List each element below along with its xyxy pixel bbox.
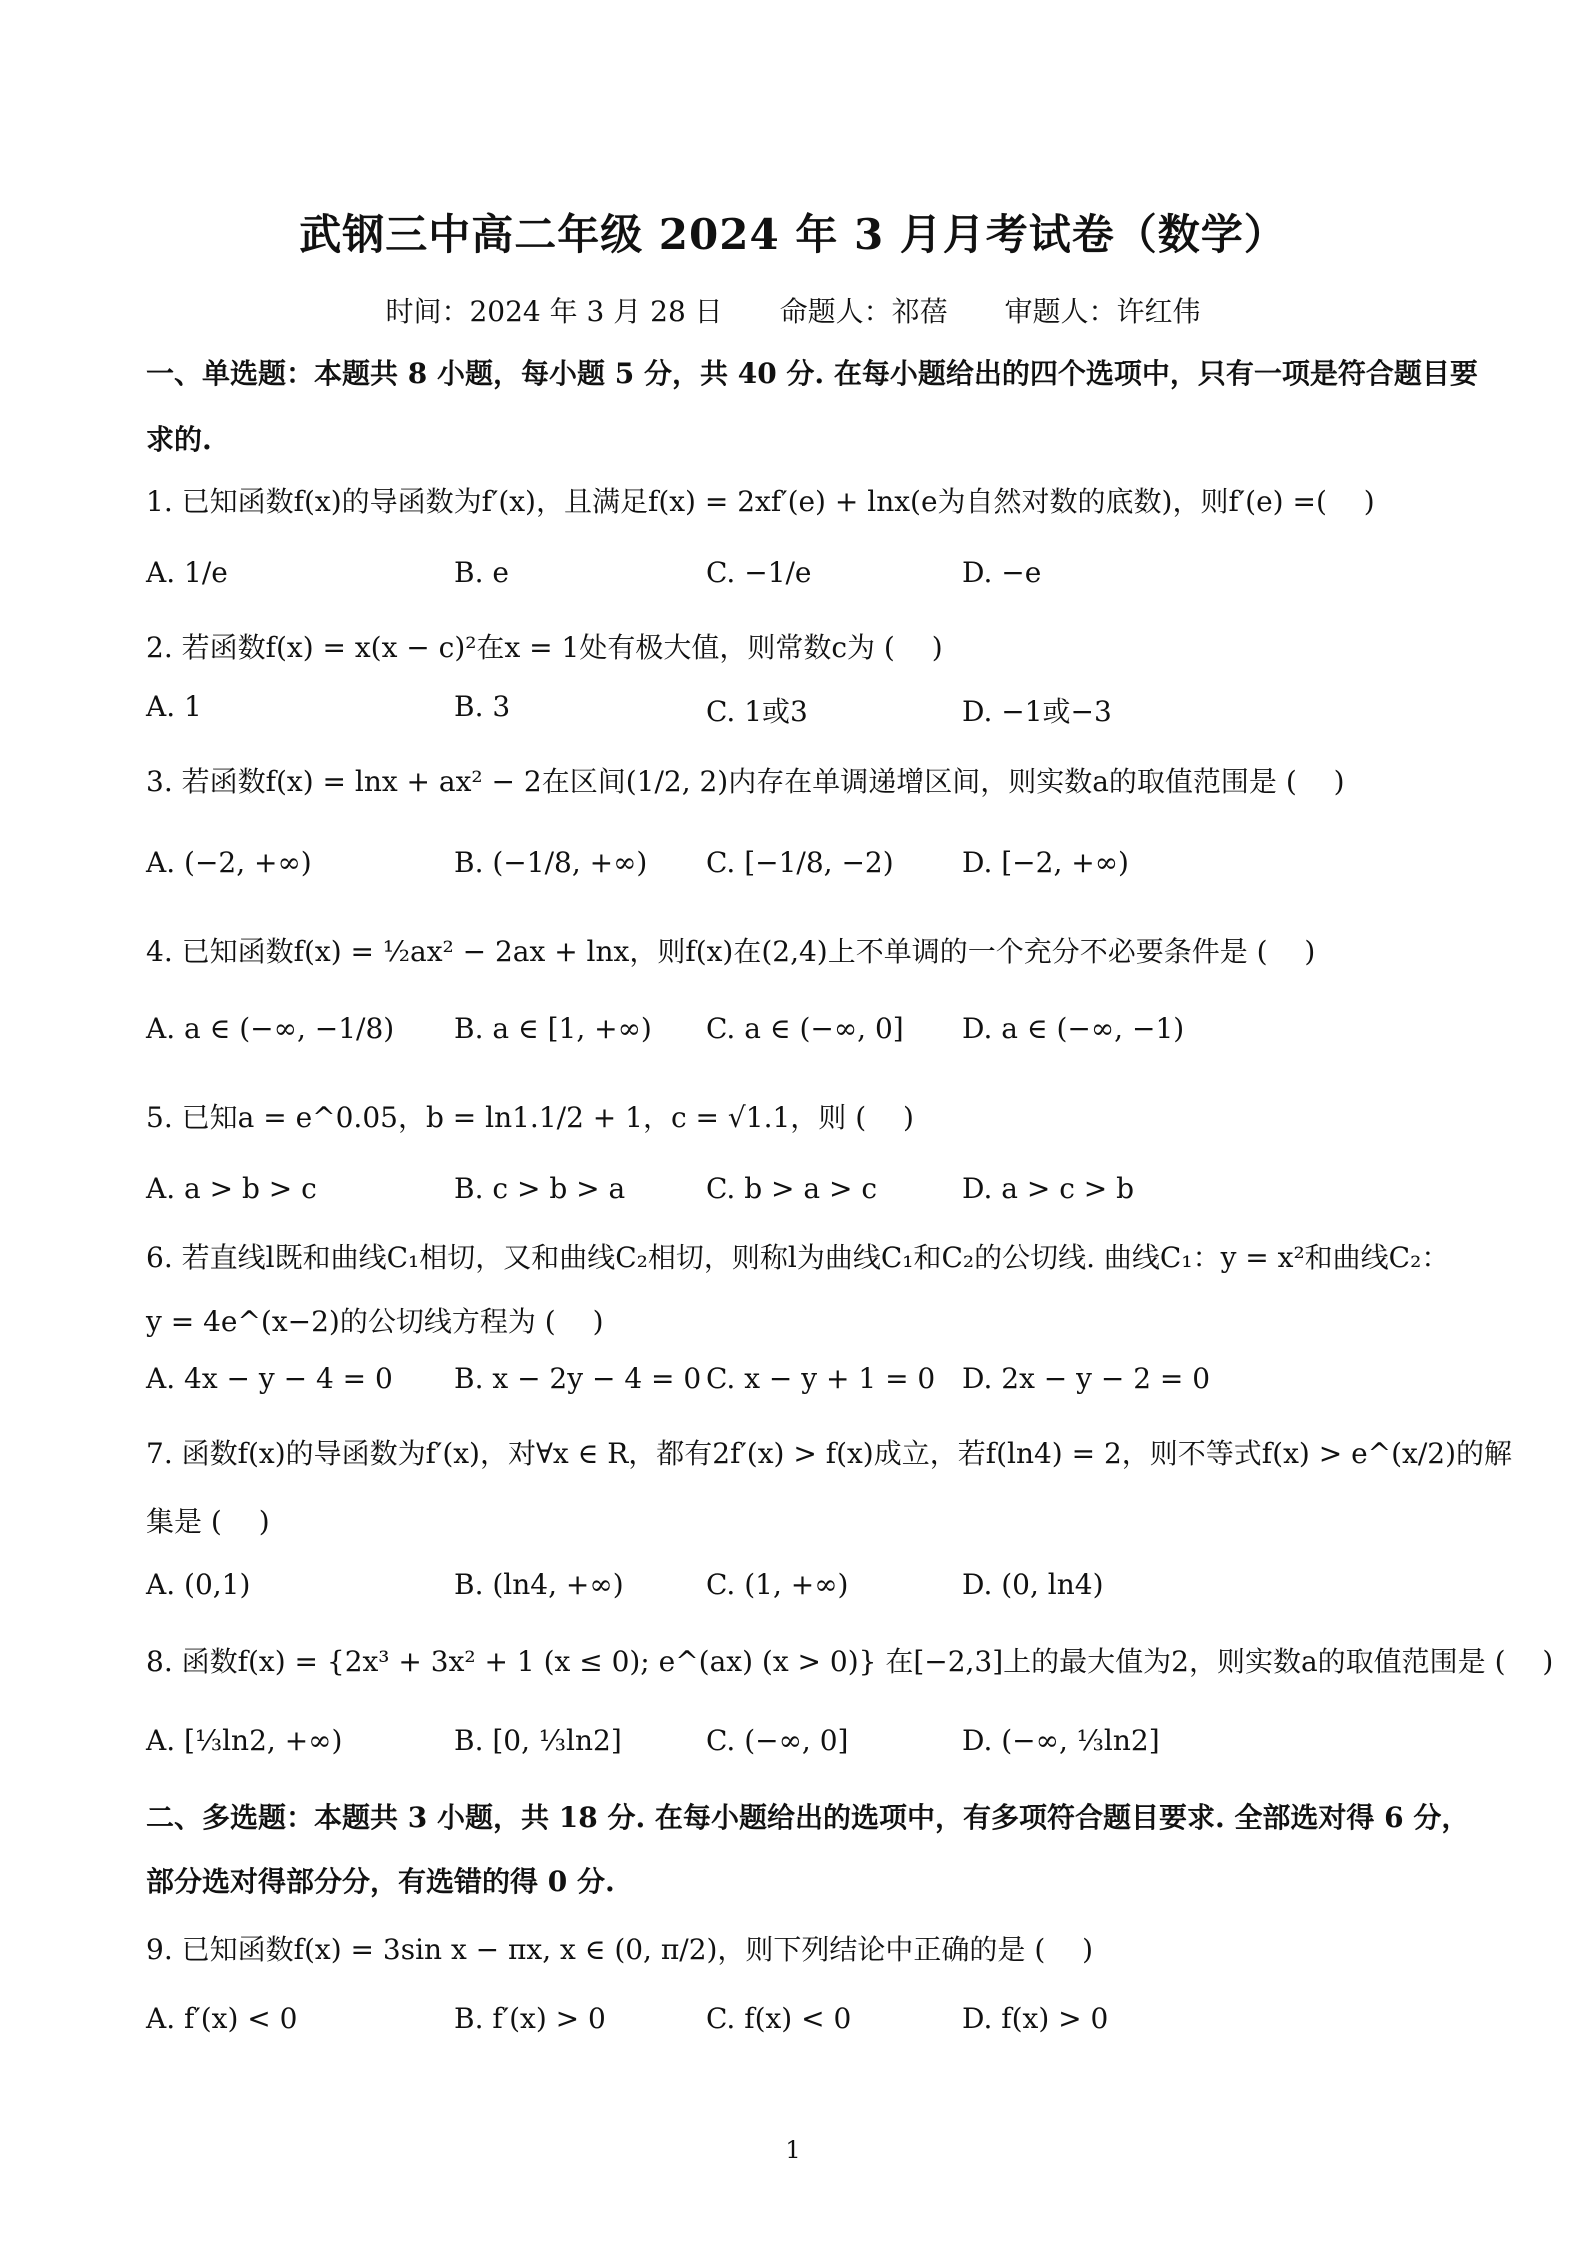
question-7-stem: 7. 函数f(x)的导函数为f′(x)，对∀x ∈ R，都有2f′(x) > f(x)成立，若f(ln4) = 2，则不等式f(x) > e^(x/2)的解	[146, 1437, 1512, 1470]
question-8-option-d: D. (−∞, ⅓ln2]	[962, 1724, 1160, 1757]
question-6-option-d: D. 2x − y − 2 = 0	[962, 1362, 1211, 1395]
question-4-option-a: A. a ∈ (−∞, −1/8)	[146, 1012, 395, 1045]
page-number: 1	[785, 2136, 801, 2164]
question-9-stem: 9. 已知函数f(x) = 3sin x − πx, x ∈ (0, π/2)，则下列结论中正确的是 ( )	[146, 1933, 1094, 1966]
question-7-stem-cont: 集是 ( )	[146, 1505, 270, 1538]
section1-heading-cont: 求的.	[146, 423, 212, 456]
question-3-option-b: B. (−1/8, +∞)	[454, 846, 648, 879]
question-7-option-d: D. (0, ln4)	[962, 1568, 1104, 1601]
exam-meta	[0, 290, 1586, 330]
question-9-option-b: B. f′(x) > 0	[454, 2002, 606, 2035]
question-1-stem: 1. 已知函数f(x)的导函数为f′(x)，且满足f(x) = 2xf′(e) + lnx(e为自然对数的底数)，则f′(e) =( )	[146, 485, 1375, 518]
exam-reviewer: 审题人：许红伟	[1004, 295, 1201, 328]
question-9-option-a: A. f′(x) < 0	[146, 2002, 298, 2035]
question-1-option-d: D. −e	[962, 556, 1042, 589]
question-5-option-d: D. a > c > b	[962, 1172, 1135, 1205]
exam-time: 时间：2024 年 3 月 28 日	[385, 295, 723, 328]
question-2-option-c: C. 1或3	[706, 695, 808, 728]
question-4-option-b: B. a ∈ [1, +∞)	[454, 1012, 652, 1045]
question-2-option-b: B. 3	[454, 690, 511, 723]
question-2-stem: 2. 若函数f(x) = x(x − c)²在x = 1处有极大值，则常数c为 ( )	[146, 631, 943, 664]
question-3-option-d: D. [−2, +∞)	[962, 846, 1129, 879]
question-6-option-a: A. 4x − y − 4 = 0	[146, 1362, 393, 1395]
question-7-option-c: C. (1, +∞)	[706, 1568, 849, 1601]
section2-heading-cont: 部分选对得部分分，有选错的得 0 分.	[146, 1865, 615, 1898]
question-7-option-a: A. (0,1)	[146, 1568, 251, 1601]
question-5-option-b: B. c > b > a	[454, 1172, 626, 1205]
exam-title: 武钢三中高二年级 2024 年 3 月月考试卷（数学）	[299, 210, 1287, 259]
question-3-option-c: C. [−1/8, −2)	[706, 846, 894, 879]
question-6-option-c: C. x − y + 1 = 0	[706, 1362, 936, 1395]
question-9-option-c: C. f(x) < 0	[706, 2002, 852, 2035]
section2-heading: 二、多选题：本题共 3 小题，共 18 分. 在每小题给出的选项中，有多项符合题目要求. 全部选对得 6 分，	[146, 1801, 1470, 1834]
question-8-option-c: C. (−∞, 0]	[706, 1724, 849, 1757]
question-1-option-a: A. 1/e	[146, 556, 228, 589]
question-8-option-a: A. [⅓ln2, +∞)	[146, 1724, 343, 1757]
question-2-option-a: A. 1	[146, 690, 202, 723]
question-4-stem: 4. 已知函数f(x) = ½ax² − 2ax + lnx，则f(x)在(2,4)上不单调的一个充分不必要条件是 ( )	[146, 935, 1316, 968]
question-3-stem: 3. 若函数f(x) = lnx + ax² − 2在区间(1/2, 2)内存在单调递增区间，则实数a的取值范围是 ( )	[146, 765, 1345, 798]
question-6-stem-cont: y = 4e^(x−2)的公切线方程为 ( )	[146, 1305, 604, 1338]
exam-author: 命题人：祁蓓	[779, 295, 948, 328]
question-5-option-a: A. a > b > c	[146, 1172, 317, 1205]
question-5-option-c: C. b > a > c	[706, 1172, 878, 1205]
question-6-stem: 6. 若直线l既和曲线C₁相切，又和曲线C₂相切，则称l为曲线C₁和C₂的公切线. 曲线C₁：y = x²和曲线C₂：	[146, 1241, 1450, 1274]
question-1-option-c: C. −1/e	[706, 556, 812, 589]
question-4-option-c: C. a ∈ (−∞, 0]	[706, 1012, 904, 1045]
question-7-option-b: B. (ln4, +∞)	[454, 1568, 624, 1601]
question-6-option-b: B. x − 2y − 4 = 0	[454, 1362, 702, 1395]
question-8-stem: 8. 函数f(x) = {2x³ + 3x² + 1 (x ≤ 0); e^(ax) (x > 0)} 在[−2,3]上的最大值为2，则实数a的取值范围是 ( )	[146, 1645, 1554, 1678]
question-4-option-d: D. a ∈ (−∞, −1)	[962, 1012, 1185, 1045]
section1-heading: 一、单选题：本题共 8 小题，每小题 5 分，共 40 分. 在每小题给出的四个选项中，只有一项是符合题目要	[146, 357, 1478, 390]
question-8-option-b: B. [0, ⅓ln2]	[454, 1724, 622, 1757]
question-9-option-d: D. f(x) > 0	[962, 2002, 1109, 2035]
question-3-option-a: A. (−2, +∞)	[146, 846, 312, 879]
question-2-option-d: D. −1或−3	[962, 695, 1112, 728]
question-5-stem: 5. 已知a = e^0.05，b = ln1.1/2 + 1，c = √1.1，则 ( )	[146, 1101, 914, 1134]
question-1-option-b: B. e	[454, 556, 509, 589]
